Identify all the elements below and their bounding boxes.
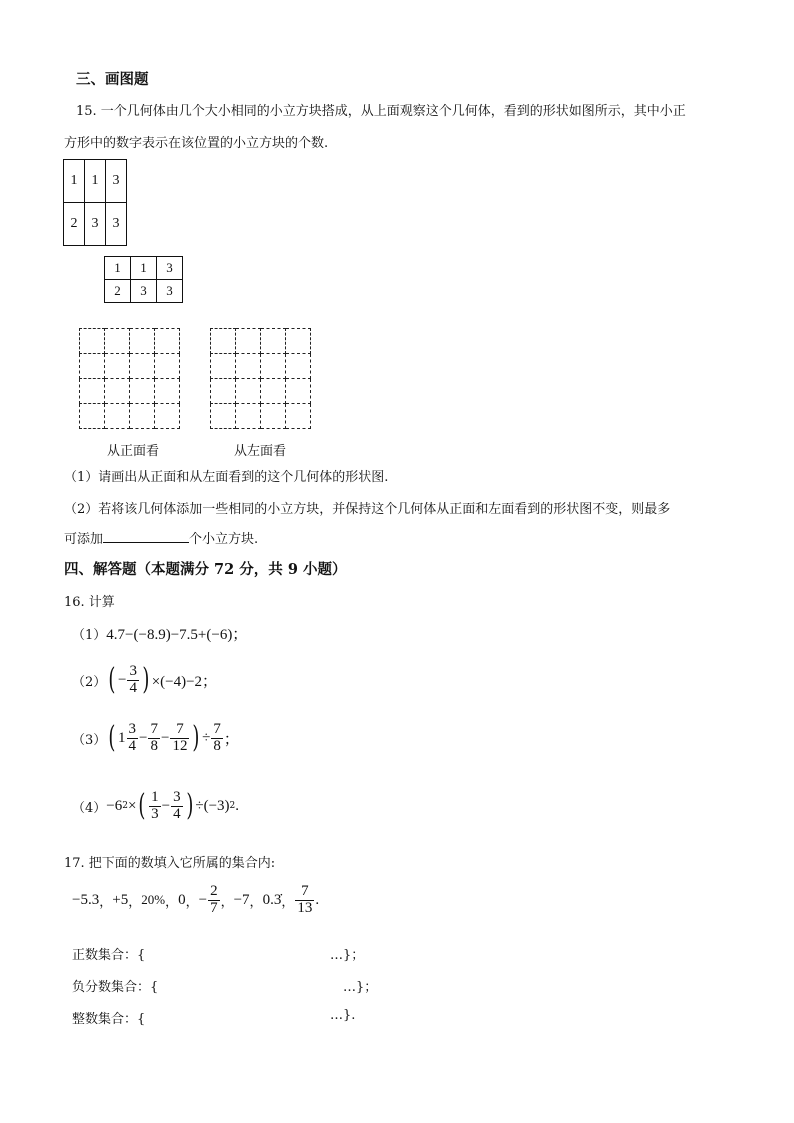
q16-title: 16. 计算 bbox=[64, 595, 115, 610]
fraction-denominator: 4 bbox=[173, 805, 181, 822]
fraction-denominator: 12 bbox=[172, 737, 188, 754]
fraction-numerator: 3 bbox=[128, 721, 136, 737]
q16-part-4: （4） −6 2 × ( $\frac{1}{3}$ − $\frac{3}{4}$ ) ÷(−3) 2 . bbox=[72, 788, 240, 824]
base-term: −6 bbox=[106, 797, 123, 814]
minus-sign: − bbox=[118, 671, 127, 688]
grid-cell: 1 bbox=[64, 160, 85, 203]
set-negative-fraction-tail: …}； bbox=[343, 980, 378, 995]
fraction-denominator: 7 bbox=[210, 899, 218, 916]
number: 20% bbox=[141, 892, 166, 908]
number: 0 bbox=[178, 891, 186, 908]
exponent: 2 bbox=[122, 801, 128, 812]
answer-blank bbox=[103, 530, 189, 543]
end-mark: . bbox=[315, 891, 320, 908]
fraction-denominator: 8 bbox=[150, 737, 158, 754]
set-positive-tail: …}； bbox=[330, 948, 365, 963]
number: −7 bbox=[233, 891, 250, 908]
number: 0.3̇ bbox=[262, 891, 282, 908]
sub2-suffix: 个小立方块. bbox=[189, 532, 259, 547]
q15-text-line2: 方形中的数字表示在该位置的小立方块的个数. bbox=[64, 136, 329, 151]
grid-cell: 3 bbox=[157, 280, 183, 303]
fraction-denominator: 4 bbox=[129, 679, 137, 696]
section-title-4: 四、解答题（本题满分 72 分，共 9 小题） bbox=[64, 561, 347, 578]
grid-cell: 1 bbox=[105, 257, 131, 280]
set-positive-label: 正数集合：{ bbox=[72, 948, 146, 963]
q17-number-list bbox=[72, 884, 319, 917]
separator: ， bbox=[99, 894, 113, 910]
left-view-label: 从左面看 bbox=[234, 444, 287, 459]
divisor-term: ÷(−3) bbox=[195, 797, 230, 814]
q17-title: 17. 把下面的数填入它所属的集合内: bbox=[64, 856, 276, 871]
part-label: （1） bbox=[72, 628, 107, 643]
front-view-label: 从正面看 bbox=[107, 444, 160, 459]
fraction-numerator: 7 bbox=[176, 721, 184, 737]
end-mark: ； bbox=[223, 731, 239, 748]
separator: ， bbox=[281, 894, 295, 910]
separator: ， bbox=[220, 894, 234, 910]
q16-part-1 bbox=[72, 623, 247, 644]
fraction-numerator: 2 bbox=[210, 883, 218, 899]
fraction-numerator: 7 bbox=[213, 721, 221, 737]
grid-cell: 2 bbox=[64, 203, 85, 246]
top-view-grid-large bbox=[63, 159, 127, 246]
number: −5.3 bbox=[72, 891, 100, 908]
fraction-denominator: 13 bbox=[297, 899, 313, 916]
expression: 4.7−(−8.9)−7.5+(−6)； bbox=[106, 627, 248, 643]
grid-cell: 1 bbox=[85, 160, 106, 203]
set-integer-tail: …}. bbox=[330, 1008, 356, 1023]
mixed-integer: 1 bbox=[118, 729, 126, 746]
q15-subquestion-2-line1: （2）若将该几何体添加一些相同的小立方块，并保持这个几何体从正面和左面看到的形状图不变，则最多 bbox=[64, 502, 671, 517]
fraction-numerator: 3 bbox=[173, 789, 181, 805]
end-mark: . bbox=[235, 797, 240, 814]
minus-sign: − bbox=[198, 891, 208, 908]
q15-text-line1: 15. 一个几何体由几个大小相同的小立方块搭成，从上面观察这个几何体，看到的形状如图所示，其中小正 bbox=[76, 104, 686, 119]
fraction-denominator: 4 bbox=[128, 737, 136, 754]
top-view-grid-small bbox=[104, 256, 183, 303]
section-title-3: 三、画图题 bbox=[76, 71, 149, 88]
fraction-numerator: 7 bbox=[150, 721, 158, 737]
set-negative-fraction-label: 负分数集合：{ bbox=[72, 980, 159, 995]
separator: ， bbox=[165, 894, 179, 910]
fraction-numerator: 1 bbox=[151, 789, 159, 805]
grid-cell: 3 bbox=[131, 280, 157, 303]
number: +5 bbox=[112, 891, 129, 908]
fraction-numerator: 3 bbox=[129, 663, 137, 679]
separator: ， bbox=[128, 894, 142, 910]
separator: ， bbox=[249, 894, 263, 910]
q15-subquestion-1: （1）请画出从正面和从左面看到的这个几何体的形状图. bbox=[64, 470, 389, 485]
exponent: 2 bbox=[229, 801, 236, 812]
fraction-denominator: 3 bbox=[151, 805, 159, 822]
set-integer-label: 整数集合：{ bbox=[72, 1012, 146, 1027]
fraction-numerator: 7 bbox=[301, 883, 309, 899]
grid-cell: 3 bbox=[157, 257, 183, 280]
division-sign: ÷ bbox=[202, 729, 211, 746]
grid-cell: 1 bbox=[131, 257, 157, 280]
front-view-drawing-grid bbox=[79, 328, 180, 429]
q15-subquestion-2-line2 bbox=[64, 528, 258, 547]
expression-tail: ×(−4)−2； bbox=[151, 673, 218, 690]
part-label: （3） bbox=[72, 732, 107, 748]
grid-cell: 3 bbox=[85, 203, 106, 246]
left-view-drawing-grid bbox=[210, 328, 311, 429]
fraction-denominator: 8 bbox=[213, 737, 221, 754]
grid-cell: 2 bbox=[105, 280, 131, 303]
part-label: （2） bbox=[72, 674, 107, 690]
separator: ， bbox=[185, 894, 199, 910]
sub2-prefix: 可添加 bbox=[64, 532, 104, 547]
q16-part-2: （2） ( − $\frac{3}{4}$ ) ×(−4)−2； bbox=[72, 662, 218, 698]
part-label: （4） bbox=[72, 800, 107, 816]
grid-cell: 3 bbox=[106, 203, 127, 246]
q16-part-3: （3） ( 1 $\frac{3}{4}$ − $\frac{7}{8}$ − $\frac{7}{12}$ ) ÷ $\frac{7}{8}$ ； bbox=[72, 720, 239, 756]
grid-cell: 3 bbox=[106, 160, 127, 203]
